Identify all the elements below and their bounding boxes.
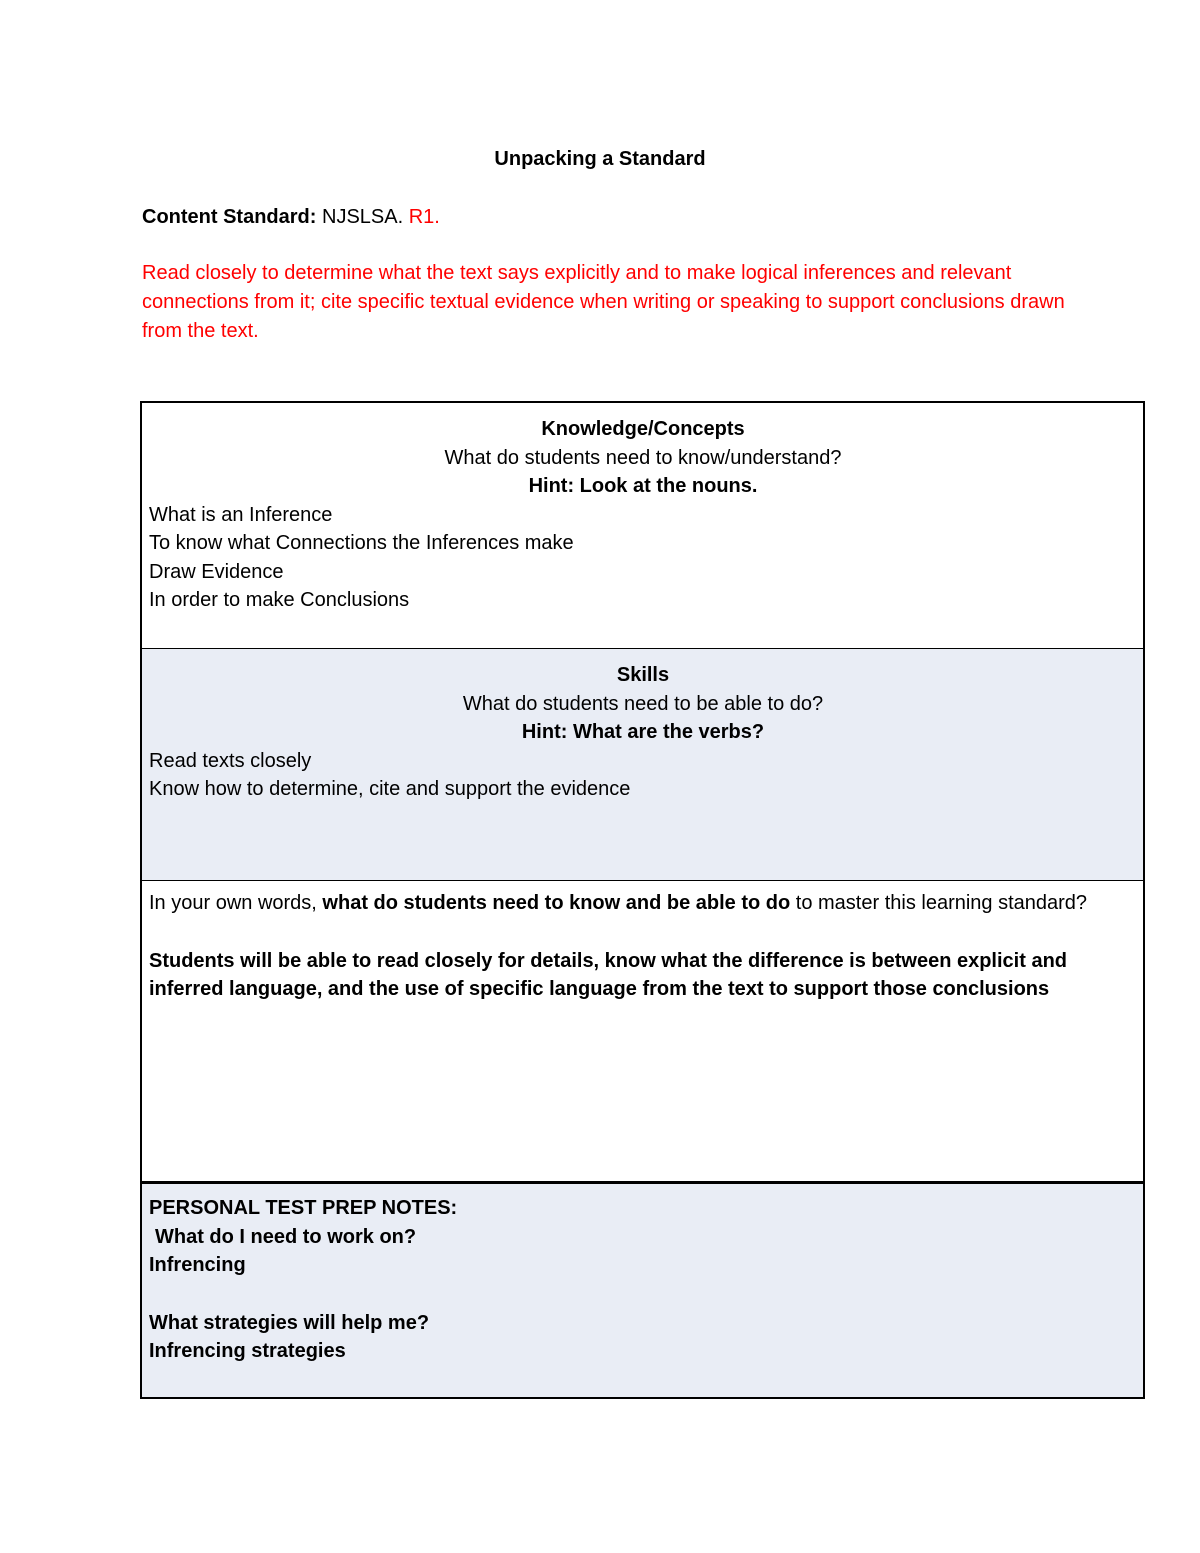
own-words-prompt-bold: what do students need to know and be able to do: [322, 892, 791, 914]
knowledge-answer: In order to make Conclusions: [149, 589, 410, 611]
content-standard-code: NJSLSA.: [322, 206, 404, 228]
notes-answer-strategies: Infrencing strategies: [149, 1340, 346, 1362]
page-title: Unpacking a Standard: [494, 148, 706, 170]
knowledge-question: What do students need to know/understand?: [444, 446, 842, 469]
notes-question-strategies: What strategies will help me?: [149, 1311, 430, 1334]
content-standard-line: [142, 203, 440, 231]
own-words-cell: [142, 880, 1143, 1182]
knowledge-answer: Draw Evidence: [149, 560, 284, 583]
standard-text: Read closely to determine what the text says explicitly and to make logical inferences and relevant connections from it; cite specific textual evidence when writing or speaking to support conclusions drawn from the text.: [142, 262, 1065, 342]
notes-heading: PERSONAL TEST PREP NOTES:: [149, 1197, 458, 1219]
knowledge-hint: Hint: Look at the nouns.: [528, 475, 758, 497]
own-words-prompt-start: In your own words,: [149, 892, 317, 914]
knowledge-heading: Knowledge/Concepts: [541, 418, 745, 440]
own-words-answer: Students will be able to read closely for details, know what the difference is between explicit and inferred language, and the use of specific language from the text to support those conclusions: [149, 949, 1067, 1000]
own-words-prompt: [149, 889, 1137, 918]
notes-answer-work-on: Infrencing: [149, 1254, 246, 1276]
notes-cell: [142, 1182, 1143, 1397]
skills-answer: Read texts closely: [149, 749, 312, 772]
skills-heading: Skills: [616, 664, 670, 686]
own-words-prompt-end: to master this learning standard?: [795, 892, 1088, 914]
notes-question-work-on: What do I need to work on?: [155, 1225, 417, 1248]
skills-question: What do students need to be able to do?: [462, 692, 824, 715]
skills-answer: Know how to determine, cite and support the evidence: [149, 778, 631, 800]
knowledge-cell: [142, 403, 1143, 648]
skills-cell: [142, 648, 1143, 880]
content-standard-label: Content Standard:: [142, 206, 317, 228]
knowledge-answer: What is an Inference: [149, 503, 333, 526]
knowledge-answer: To know what Connections the Inferences make: [149, 532, 574, 554]
unpacking-table: [140, 401, 1145, 1399]
content-standard-code-red: R1.: [408, 206, 440, 228]
skills-hint: Hint: What are the verbs?: [521, 721, 765, 743]
